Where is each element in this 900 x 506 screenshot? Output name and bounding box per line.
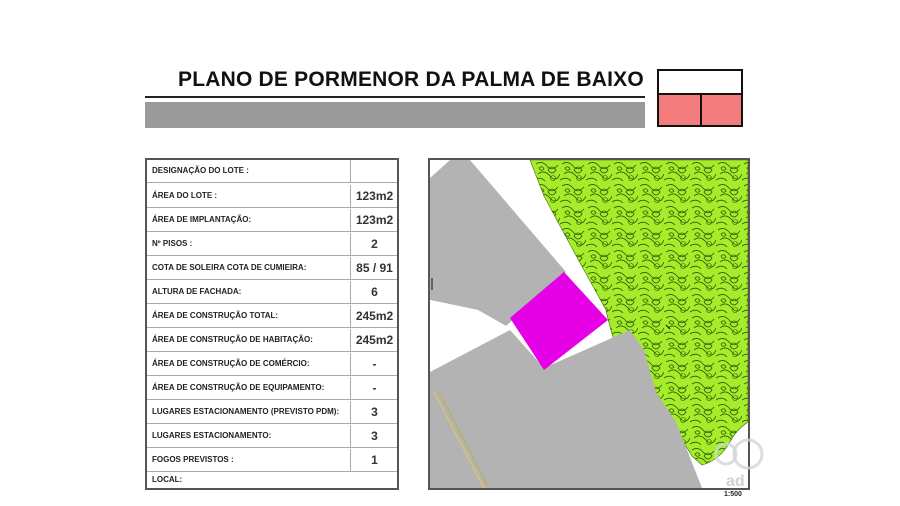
watermark-icon — [712, 434, 772, 490]
site-plan-drawing — [430, 160, 748, 488]
table-row — [147, 425, 397, 448]
row-value: 123m2 — [350, 185, 398, 207]
table-row — [147, 469, 397, 492]
row-value: 245m2 — [350, 305, 398, 327]
row-label: ÁREA DE CONSTRUÇÃO TOTAL: — [152, 311, 279, 320]
row-value: 2 — [350, 233, 398, 255]
table-row — [147, 401, 397, 424]
row-label: COTA DE SOLEIRA COTA DE CUMIEIRA: — [152, 263, 307, 272]
row-label: ÁREA DE CONSTRUÇÃO DE COMÉRCIO: — [152, 359, 310, 368]
row-label: ÁREA DO LOTE : — [152, 191, 218, 200]
row-value: 85 / 91 — [350, 257, 398, 279]
row-label: LOCAL: — [152, 475, 183, 484]
watermark-text: ad — [726, 473, 745, 490]
row-value: 6 — [350, 281, 398, 303]
row-value: 1 — [350, 449, 398, 471]
table-row — [147, 257, 397, 280]
row-label: ALTURA DE FACHADA: — [152, 287, 242, 296]
table-row — [147, 233, 397, 256]
table-row — [147, 160, 397, 183]
table-row — [147, 185, 397, 208]
row-value: 245m2 — [350, 329, 398, 351]
row-label: ÁREA DE CONSTRUÇÃO DE HABITAÇÃO: — [152, 335, 313, 344]
row-value: 3 — [350, 425, 398, 447]
row-value — [350, 160, 398, 182]
row-label: ÁREA DE IMPLANTAÇÃO: — [152, 215, 252, 224]
row-value: - — [350, 377, 398, 399]
table-row — [147, 377, 397, 400]
table-row — [147, 209, 397, 232]
legend-cell-right — [702, 95, 741, 125]
title-band — [145, 102, 645, 128]
title-rule — [145, 96, 645, 98]
row-value: - — [350, 353, 398, 375]
lot-table — [145, 158, 399, 490]
table-row — [147, 353, 397, 376]
legend-cell-left — [659, 95, 702, 125]
table-row — [147, 305, 397, 328]
row-label: ÁREA DE CONSTRUÇÃO DE EQUIPAMENTO: — [152, 383, 325, 392]
row-label: FOGOS PREVISTOS : — [152, 455, 234, 464]
row-value: 123m2 — [350, 209, 398, 231]
legend-top-cell — [659, 71, 741, 95]
row-value: 3 — [350, 401, 398, 423]
table-row — [147, 281, 397, 304]
row-label: Nº PISOS : — [152, 239, 193, 248]
map-scale: 1:500 — [724, 491, 742, 498]
row-label: DESIGNAÇÃO DO LOTE : — [152, 166, 249, 175]
row-label: LUGARES ESTACIONAMENTO (PREVISTO PDM): — [152, 407, 340, 416]
site-plan-map — [428, 158, 750, 490]
page-title: PLANO DE PORMENOR DA PALMA DE BAIXO — [178, 68, 644, 91]
legend-box — [657, 69, 743, 127]
table-row — [147, 329, 397, 352]
row-label: LUGARES ESTACIONAMENTO: — [152, 431, 272, 440]
watermark-logo — [712, 434, 772, 490]
